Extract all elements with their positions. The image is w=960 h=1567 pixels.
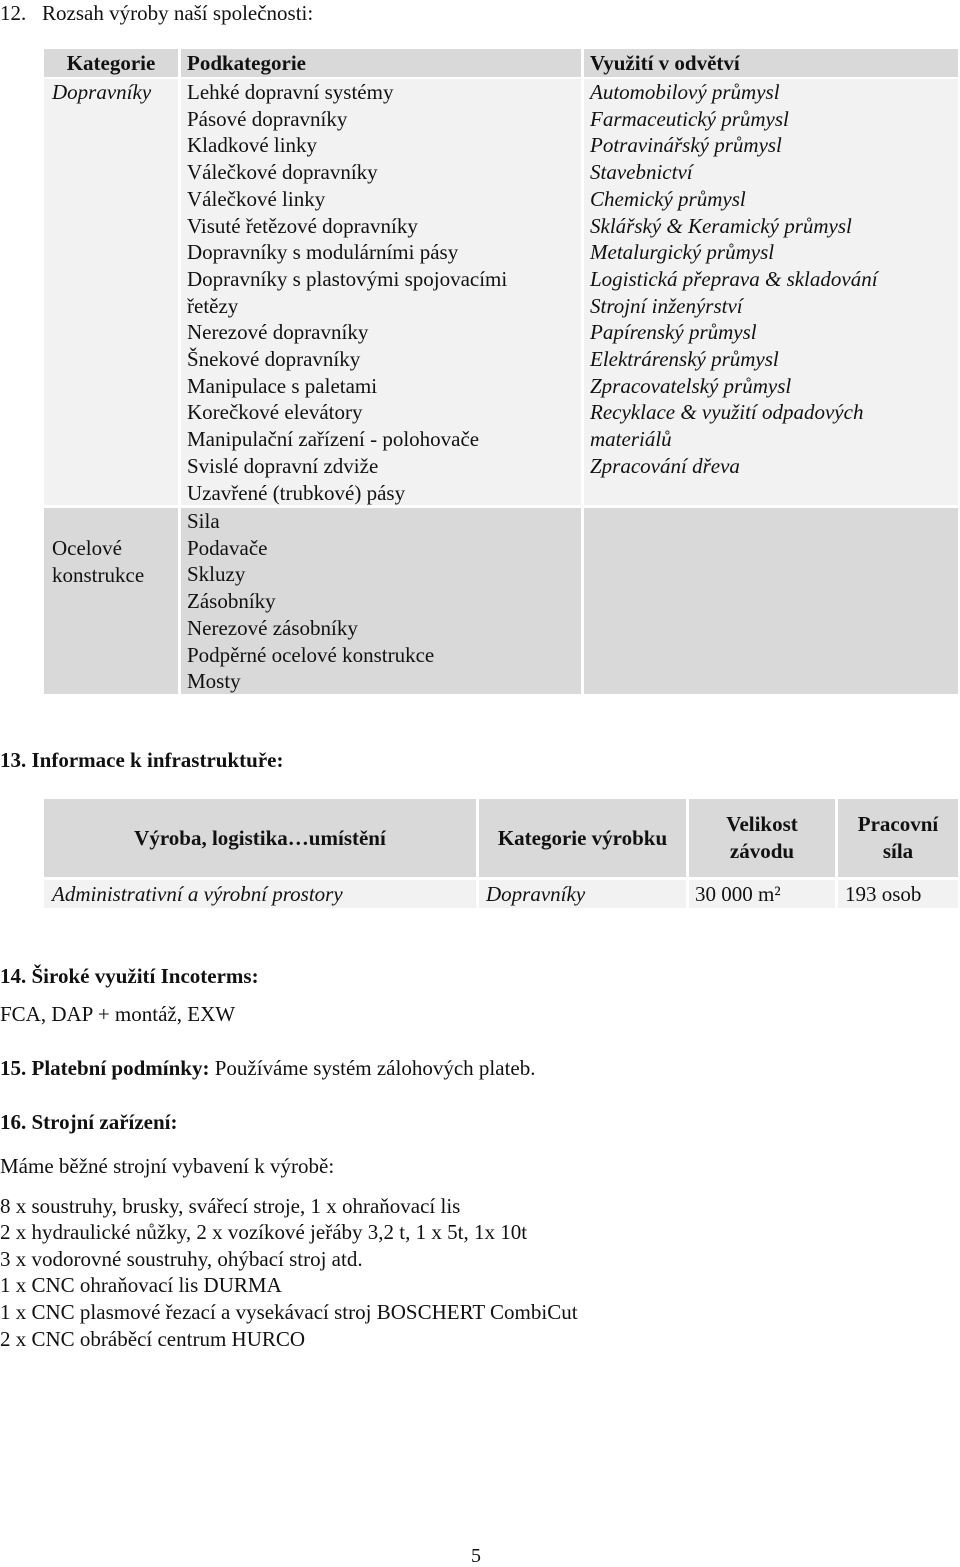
list-item: Svislé dopravní zdviže bbox=[187, 453, 379, 478]
list-item: Šnekové dopravníky bbox=[187, 347, 361, 372]
kategorie-line: Ocelové bbox=[52, 536, 122, 560]
list-item: Logistická přeprava & skladování bbox=[590, 266, 878, 291]
page-number: 5 bbox=[471, 1545, 481, 1567]
list-item: Manipulace s paletami bbox=[187, 373, 378, 398]
list-item: Dopravníky s plastovými spojovacími bbox=[187, 266, 508, 291]
list-item: Chemický průmysl bbox=[590, 186, 746, 211]
section-16-heading bbox=[0, 1109, 178, 1135]
list-item: materiálů bbox=[590, 427, 672, 452]
list-item: Válečkové linky bbox=[187, 186, 326, 211]
list-item: Lehké dopravní systémy bbox=[187, 80, 394, 104]
section-14-title: Široké využití Incoterms: bbox=[31, 964, 259, 988]
vyuziti-list-dopravniky bbox=[590, 79, 878, 480]
list-item: Skluzy bbox=[187, 562, 246, 587]
header-pracovni-sila: Pracovní síla bbox=[838, 799, 958, 877]
list-item: Visuté řetězové dopravníky bbox=[187, 213, 418, 238]
header-velikost-zavodu: Velikost závodu bbox=[689, 799, 835, 877]
row-dopravniky-kategorie-cell bbox=[44, 79, 178, 505]
incoterms-text: FCA, DAP + montáž, EXW bbox=[0, 1002, 236, 1026]
list-item: Podpěrné ocelové konstrukce bbox=[187, 642, 435, 667]
header-vyroba: Výroba, logistika…umístění bbox=[44, 799, 476, 877]
section-12-heading bbox=[0, 0, 313, 26]
section-13-heading bbox=[0, 747, 283, 773]
podkategorie-list-ocelove bbox=[187, 508, 434, 695]
header-kategorie: Kategorie bbox=[44, 49, 178, 77]
header-vyuziti: Využití v odvětví bbox=[584, 49, 958, 77]
list-item: Sila bbox=[187, 509, 220, 533]
section-12-number: 12. bbox=[0, 1, 27, 25]
kategorie-line: Dopravníky bbox=[52, 80, 152, 104]
section-13-number: 13. bbox=[0, 748, 27, 772]
list-item: Uzavřené (trubkové) pásy bbox=[187, 480, 406, 505]
list-item: Zpracování dřeva bbox=[590, 453, 740, 478]
section-15-heading bbox=[0, 1055, 535, 1081]
section-16-title: Strojní zařízení: bbox=[31, 1110, 178, 1134]
list-item: Korečkové elevátory bbox=[187, 400, 363, 425]
header-kategorie-vyrobku: Kategorie výrobku bbox=[479, 799, 686, 877]
section-14-heading bbox=[0, 963, 259, 989]
list-item: 1 x CNC ohraňovací lis DURMA bbox=[0, 1273, 282, 1297]
machinery-intro: Máme běžné strojní vybavení k výrobě: bbox=[0, 1154, 335, 1178]
list-item: Kladkové linky bbox=[187, 133, 318, 158]
list-item: Podavače bbox=[187, 535, 268, 560]
list-item: 2 x CNC obráběcí centrum HURCO bbox=[0, 1327, 306, 1351]
section-14-number: 14. bbox=[0, 964, 27, 988]
list-item: Automobilový průmysl bbox=[590, 80, 780, 104]
list-item: Zásobníky bbox=[187, 589, 276, 614]
list-item: Nerezové zásobníky bbox=[187, 615, 358, 640]
list-item: Elektrárenský průmysl bbox=[590, 347, 779, 372]
list-item: Manipulační zařízení - polohovače bbox=[187, 427, 480, 452]
list-item: Farmaceutický průmysl bbox=[590, 106, 789, 131]
podkategorie-list-dopravniky bbox=[187, 79, 507, 506]
list-item: 3 x vodorovné soustruhy, ohýbací stroj atd. bbox=[0, 1247, 363, 1271]
section-12-title: Rozsah výroby naší společnosti: bbox=[42, 1, 314, 25]
section-15-title: Platební podmínky: bbox=[31, 1056, 210, 1080]
cell-vyroba: Administrativní a výrobní prostory bbox=[44, 880, 476, 908]
list-item: 8 x soustruhy, brusky, svářecí stroje, 1 x ohraňovací lis bbox=[0, 1194, 461, 1218]
cell-pracovni-sila: 193 osob bbox=[838, 880, 958, 908]
kategorie-dopravniky bbox=[52, 79, 151, 106]
section-16-number: 16. bbox=[0, 1110, 27, 1134]
row-ocelove-vyuziti-cell bbox=[584, 508, 958, 694]
list-item: Metalurgický průmysl bbox=[590, 240, 775, 265]
list-item: Strojní inženýrství bbox=[590, 293, 743, 318]
list-item: Zpracovatelský průmysl bbox=[590, 373, 792, 398]
list-item: Stavebnictví bbox=[590, 160, 693, 185]
list-item: Sklářský & Keramický průmysl bbox=[590, 213, 852, 238]
list-item: Nerezové dopravníky bbox=[187, 320, 369, 345]
list-item: Dopravníky s modulárními pásy bbox=[187, 240, 459, 265]
list-item: 1 x CNC plasmové řezací a vysekávací stroj BOSCHERT CombiCut bbox=[0, 1300, 578, 1324]
header-podkategorie: Podkategorie bbox=[181, 49, 581, 77]
list-item: Pásové dopravníky bbox=[187, 106, 348, 131]
kategorie-ocelove-konstrukce bbox=[52, 535, 144, 588]
list-item: řetězy bbox=[187, 293, 239, 318]
list-item: Recyklace & využití odpadových bbox=[590, 400, 864, 425]
list-item: Mosty bbox=[187, 669, 241, 694]
cell-kategorie-vyrobku: Dopravníky bbox=[479, 880, 686, 908]
list-item: Válečkové dopravníky bbox=[187, 160, 378, 185]
payment-terms-text: Používáme systém zálohových plateb. bbox=[209, 1056, 536, 1080]
cell-velikost-zavodu: 30 000 m² bbox=[689, 880, 835, 908]
list-item: 2 x hydraulické nůžky, 2 x vozíkové jeřáby 3,2 t, 1 x 5t, 1x 10t bbox=[0, 1220, 528, 1244]
kategorie-line: konstrukce bbox=[52, 562, 145, 587]
list-item: Papírenský průmysl bbox=[590, 320, 757, 345]
list-item: Potravinářský průmysl bbox=[590, 133, 782, 158]
section-15-number: 15. bbox=[0, 1056, 27, 1080]
section-13-title: Informace k infrastruktuře: bbox=[31, 748, 284, 772]
